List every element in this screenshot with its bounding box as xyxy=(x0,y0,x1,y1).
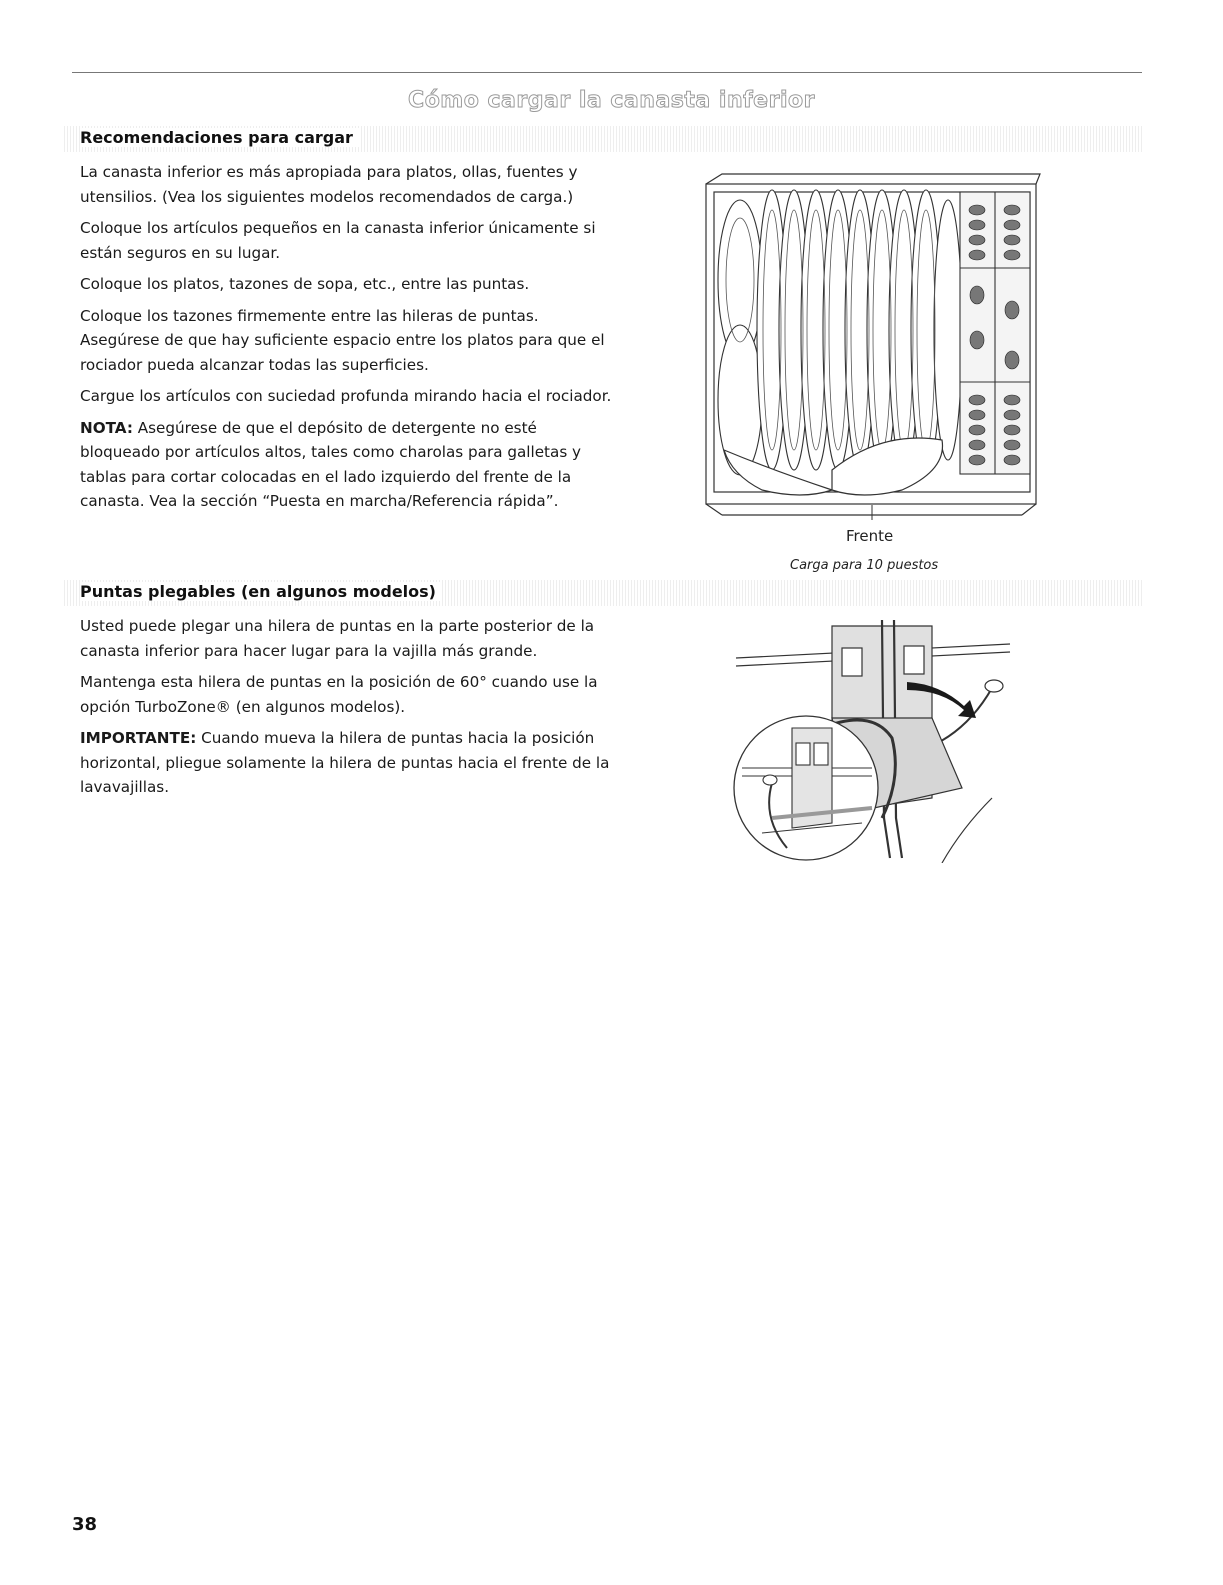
paragraph: La canasta inferior es más apropiada para platos, ollas, fuentes y utensilios. (Vea los siguientes modelos recomendados de carga.) xyxy=(80,163,578,206)
page-number: 38 xyxy=(72,1514,98,1535)
rack-front-label: Frente xyxy=(846,527,894,545)
important-paragraph: IMPORTANTE: Cuando mueva la hilera de puntas hacia la posición horizontal, pliegue solamente la hilera de puntas hacia el frente de la lavavajillas. xyxy=(80,729,610,796)
paragraph: Coloque los tazones firmemente entre las hileras de puntas. Asegúrese de que hay suficiente espacio entre los platos para que el rociador pueda alcanzar todas las superficies. xyxy=(80,306,605,374)
section-heading-loading: Recomendaciones para cargar xyxy=(80,128,359,147)
paragraph: Cargue los artículos con suciedad profunda mirando hacia el rociador. xyxy=(80,387,612,405)
paragraph: Coloque los platos, tazones de sopa, etc., entre las puntas. xyxy=(80,275,530,293)
paragraph: Mantenga esta hilera de puntas en la posición de 60° cuando use la opción TurboZone® (en algunos modelos). xyxy=(80,673,598,716)
rack-caption: Carga para 10 puestos xyxy=(790,558,939,573)
section-body-folding xyxy=(80,614,620,807)
lower-rack-illustration xyxy=(702,170,1047,520)
top-rule xyxy=(72,72,1142,73)
section-heading-folding: Puntas plegables (en algunos modelos) xyxy=(80,582,442,601)
note-label: NOTA: xyxy=(80,418,133,437)
important-label: IMPORTANTE: xyxy=(80,729,197,747)
paragraph: Usted puede plegar una hilera de puntas en la parte posterior de la canasta inferior para hacer lugar para la vajilla más grande. xyxy=(80,617,595,660)
paragraph: Coloque los artículos pequeños en la canasta inferior únicamente si están seguros en su lugar. xyxy=(80,219,596,262)
folding-tines-illustration xyxy=(732,618,1014,863)
page-title: Cómo cargar la canasta inferior xyxy=(408,88,815,113)
note-paragraph: NOTA: Asegúrese de que el depósito de detergente no esté bloqueado por artículos altos, tales como charolas para galletas y tablas para cortar colocadas en el lado izquierdo del frente de la canasta. Vea la sección “Puesta en marcha/Referencia rápida”. xyxy=(80,418,582,510)
section-body-loading xyxy=(80,160,620,521)
